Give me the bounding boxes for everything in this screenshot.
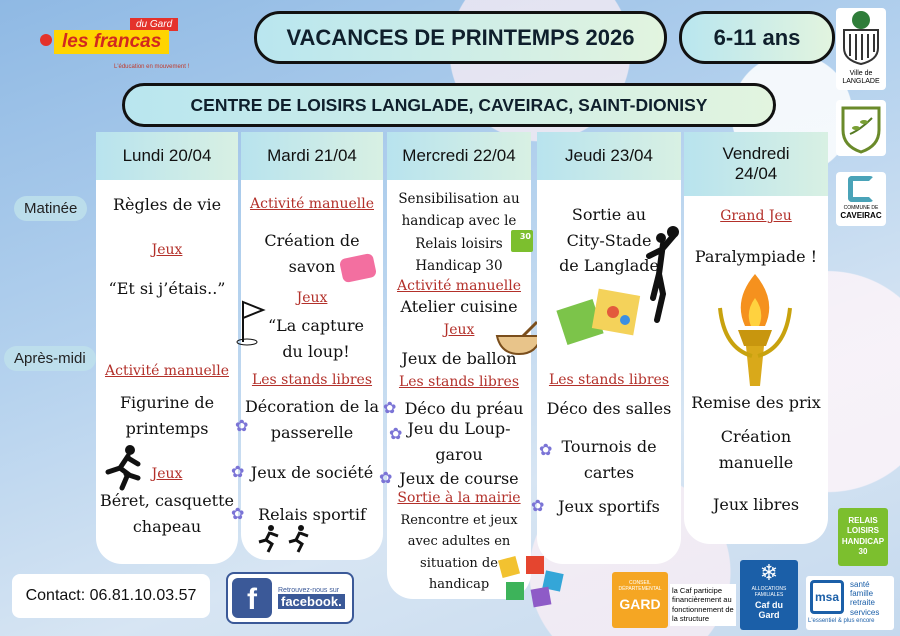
olympic-torch-icon — [710, 268, 800, 392]
day-column-monday — [96, 132, 238, 564]
activity-category: Les stands libres — [251, 372, 373, 388]
contact-box — [12, 574, 210, 618]
francas-logo — [34, 18, 194, 74]
activity-category: Jeux — [151, 242, 183, 258]
age-range-badge: 6-11 ans — [679, 11, 835, 64]
day-column-friday — [684, 132, 828, 544]
saint-dionisy-logo — [836, 100, 886, 156]
flower-icon: ✿ — [379, 468, 393, 487]
day-header: Mardi 21/04 — [241, 132, 383, 180]
basketball-player-icon — [641, 224, 683, 324]
gard-logo-text: GARD — [619, 596, 661, 612]
flower-icon: ✿ — [231, 504, 245, 523]
activity: Création de savon — [264, 231, 360, 276]
caveirac-logo — [836, 172, 886, 226]
activity: Déco du préau — [404, 399, 524, 418]
morning-label: Matinée — [14, 196, 87, 221]
langlade-logo — [836, 8, 886, 90]
day-column-thursday — [531, 132, 681, 564]
relais-handicap-badge: RELAIS LOISIRS HANDICAP 30 — [838, 508, 888, 566]
facebook-icon: f — [232, 578, 272, 618]
contact-phone: Contact: 06.81.10.03.57 — [25, 587, 197, 604]
activity: “Et si j’étais..” — [108, 279, 226, 298]
flower-icon: ✿ — [389, 424, 403, 443]
caveirac-logo-text: CAVEIRAC — [840, 211, 882, 220]
day-header: Jeudi 23/04 — [537, 132, 681, 180]
activity-category: Activité manuelle — [250, 196, 374, 212]
msa-logo — [806, 576, 894, 630]
msa-logo-mark: msa — [810, 580, 844, 614]
activity: Jeux de course — [399, 469, 519, 488]
activity-category: Jeux — [151, 466, 183, 482]
msa-tagline: L'essentiel & plus encore — [808, 618, 875, 624]
activity: Jeux libres — [712, 495, 800, 514]
day-column-tuesday — [231, 132, 383, 560]
page-title: VACANCES DE PRINTEMPS 2026 — [254, 11, 667, 64]
activity-category: Activité manuelle — [105, 363, 229, 379]
activity: Déco des salles — [546, 399, 672, 418]
activity: Jeux de société — [250, 463, 374, 482]
relay-runners-icon — [257, 524, 321, 554]
gard-logo-top: CONSEIL DÉPARTEMENTAL — [618, 580, 662, 592]
langlade-crest-icon — [836, 8, 886, 66]
day-header: Vendredi 24/04 — [684, 132, 828, 196]
activity: Sensibilisation au handicap avec le Relais loisirs Handicap 30 — [398, 191, 520, 274]
activity: Rencontre et jeux avec adultes en situation de handicap — [400, 513, 518, 593]
francas-figure-icon — [40, 34, 52, 46]
caf-participation-text: la Caf participe financièrement au fonctionnement de la structure — [670, 584, 736, 626]
activity: Relais sportif — [258, 505, 366, 524]
caf-logo-short: Caf du Gard — [755, 600, 783, 620]
activity: Jeux de ballon — [401, 349, 517, 368]
activity: Béret, casquette chapeau — [100, 491, 234, 536]
activity-category: Sortie à la mairie — [397, 490, 521, 506]
activity: Création manuelle — [718, 427, 794, 472]
flag-icon — [235, 298, 269, 346]
flower-icon: ✿ — [539, 440, 553, 459]
board-games-icon — [555, 284, 645, 354]
langlade-logo-text: Ville de LANGLADE — [842, 70, 880, 85]
day-header: Lundi 20/04 — [96, 132, 238, 180]
activity-category: Jeux — [296, 290, 328, 306]
activity-category: Les stands libres — [398, 374, 520, 390]
flower-icon: ✿ — [531, 496, 545, 515]
caf-logo — [740, 560, 798, 630]
olive-crest-icon — [836, 100, 886, 156]
activity: Jeux sportifs — [558, 497, 660, 516]
facebook-link[interactable] — [226, 572, 354, 624]
francas-logo-top: du Gard — [130, 18, 178, 31]
activity: Paralympiade ! — [694, 247, 818, 266]
day-column-wednesday — [379, 132, 531, 599]
afternoon-label: Après-midi — [4, 346, 96, 371]
activity: Règles de vie — [112, 195, 222, 214]
caf-snowflake-icon: ❄ — [759, 560, 779, 585]
activity-category: Activité manuelle — [397, 278, 521, 294]
activity-category: Grand Jeu — [720, 208, 792, 224]
facebook-small-text: Retrouvez-nous sur — [278, 587, 340, 594]
day-header: Mercredi 22/04 — [387, 132, 531, 180]
activity: Remise des prix — [691, 393, 821, 412]
flower-icon: ✿ — [235, 416, 249, 435]
caveirac-c-icon — [848, 176, 874, 202]
activity-category: Les stands libres — [548, 372, 670, 388]
activity: Figurine de printemps — [119, 393, 215, 438]
activity: Atelier cuisine — [400, 297, 518, 316]
caveirac-logo-top: COMMUNE DE — [843, 205, 879, 211]
page-subtitle: CENTRE DE LOISIRS LANGLADE, CAVEIRAC, SAINT-DIONISY — [122, 83, 776, 127]
msa-logo-text: santé famille retraite services — [850, 580, 880, 617]
flower-icon: ✿ — [231, 462, 245, 481]
gard-logo — [612, 572, 668, 628]
activity: Jeu du Loup-garou — [407, 419, 511, 464]
flower-icon: ✿ — [383, 398, 397, 417]
caf-logo-text: ALLOCATIONS FAMILIALES — [751, 586, 787, 598]
facebook-name: facebook. — [278, 594, 345, 609]
activity: Sortie au City-Stade de Langlade — [559, 205, 659, 276]
activity: Tournois de cartes — [561, 437, 657, 482]
francas-logo-main: les francas — [54, 30, 169, 54]
francas-logo-tagline: L'éducation en mouvement ! — [114, 64, 190, 70]
relais-handicap-badge-icon: 30 — [511, 230, 533, 252]
activity-category: Jeux — [443, 322, 475, 338]
activity: “La capture du loup! — [267, 316, 365, 361]
runner-icon — [100, 444, 144, 492]
activity: Décoration de la passerelle — [244, 397, 380, 442]
